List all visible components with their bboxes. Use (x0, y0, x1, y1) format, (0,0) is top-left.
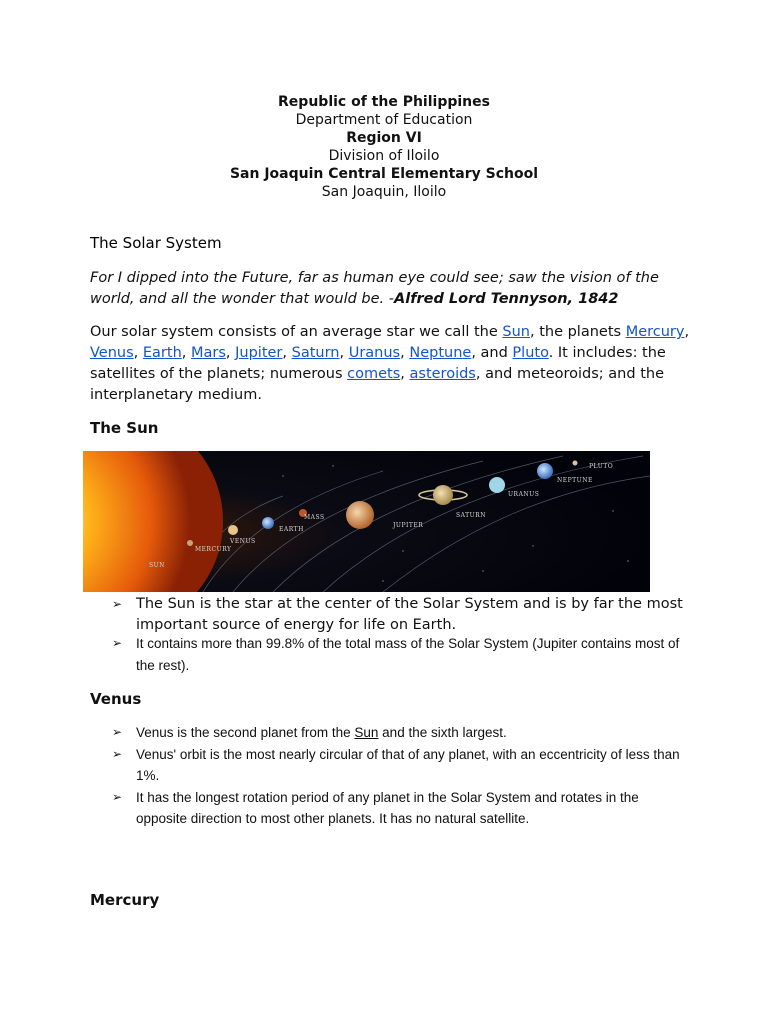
intro-text: , (684, 324, 690, 340)
saturn-label: SATURN (456, 512, 486, 519)
venus-heading: Venus (90, 690, 142, 708)
neptune-link[interactable]: Neptune (409, 345, 472, 361)
earth-icon (262, 517, 274, 529)
bullet-text: The Sun is the star at the center of the Solar System and is by far the most important source of energy for life on Earth. (136, 596, 683, 633)
header-division: Division of Iloilo (328, 148, 440, 164)
jupiter-label: JUPITER (393, 522, 424, 529)
venus-link[interactable]: Venus (90, 345, 134, 361)
mercury-heading: Mercury (90, 891, 160, 909)
list-item (112, 722, 692, 744)
solar-system-illustration (83, 451, 650, 592)
jupiter-icon (346, 501, 374, 529)
uranus-icon (489, 477, 505, 493)
sun-link[interactable]: Sun (502, 324, 530, 340)
mercury-link[interactable]: Mercury (625, 324, 685, 340)
intro-text: , the planets (529, 324, 626, 340)
intro-text: Our solar system consists of an average star we call the (90, 324, 503, 340)
header-republic: Republic of the Philippines (278, 94, 490, 110)
neptune-icon (537, 463, 553, 479)
venus-icon (228, 525, 238, 535)
intro-text: , (400, 345, 410, 361)
list-item (112, 594, 692, 636)
asteroids-link[interactable]: asteroids (409, 366, 476, 382)
bullet-arrow-icon: ➢ (112, 789, 123, 804)
intro-text: , (400, 366, 410, 382)
intro-text: , (181, 345, 191, 361)
mars-link[interactable]: Mars (190, 345, 226, 361)
bullet-text: Venus' orbit is the most nearly circular of that of any planet, with an eccentricity of less than 1%. (136, 746, 680, 783)
bullet-arrow-icon: ➢ (112, 746, 123, 761)
mars-label: MASS (304, 514, 325, 521)
header-department: Department of Education (295, 112, 473, 128)
list-item (112, 744, 692, 787)
intro-text: , and meteoroids; and the interplanetary medium. (90, 366, 664, 403)
earth-link[interactable]: Earth (142, 345, 182, 361)
intro-text: , (133, 345, 143, 361)
bullet-text: and the sixth largest. (378, 725, 507, 740)
pluto-icon (573, 461, 578, 466)
intro-text: , and (471, 345, 513, 361)
jupiter-link[interactable]: Jupiter (235, 345, 283, 361)
sun-label: SUN (149, 562, 165, 569)
bullet-arrow-icon: ➢ (112, 725, 123, 739)
sun-bullets (112, 594, 692, 636)
letterhead (0, 93, 768, 201)
tennyson-quote (90, 268, 690, 310)
bullet-arrow-icon: ➢ (112, 636, 123, 650)
intro-text: , (225, 345, 236, 361)
earth-label: EARTH (279, 526, 304, 533)
sun-heading: The Sun (90, 419, 159, 437)
header-location: San Joaquin, Iloilo (321, 184, 447, 200)
quote-author: Alfred Lord Tennyson, 1842 (394, 291, 619, 307)
sun-bullets-2 (112, 633, 692, 676)
header-school: San Joaquin Central Elementary School (229, 166, 539, 182)
list-item (112, 633, 692, 676)
venus-bullets (112, 722, 692, 830)
intro-text: , (339, 345, 349, 361)
intro-text: , (282, 345, 292, 361)
list-item (112, 787, 692, 830)
saturn-icon (433, 485, 453, 505)
solar-system-intro (90, 322, 690, 406)
sun-reference[interactable]: Sun (354, 725, 379, 740)
intro-text: . It includes: the satellites of the planets; numerous (90, 345, 666, 382)
bullet-text: Venus is the second planet from the (136, 725, 355, 740)
sun-icon (83, 451, 223, 592)
neptune-label: NEPTUNE (557, 477, 593, 484)
bullet-arrow-icon: ➢ (112, 597, 123, 611)
saturn-link[interactable]: Saturn (291, 345, 340, 361)
quote-text: For I dipped into the Future, far as human eye could see; saw the vision of the world, and all the wonder that would be. - (90, 270, 659, 307)
uranus-label: URANUS (508, 491, 540, 498)
solar-system-image (83, 451, 650, 592)
bullet-text: It contains more than 99.8% of the total mass of the Solar System (Jupiter contains most of the rest). (136, 636, 680, 673)
header-region: Region VI (346, 130, 422, 146)
mercury-icon (187, 540, 193, 546)
solar-system-heading: The Solar System (90, 234, 222, 252)
mercury-label: MERCURY (195, 546, 232, 553)
venus-label: VENUS (230, 538, 256, 545)
comets-link[interactable]: comets (347, 366, 401, 382)
bullet-text: It has the longest rotation period of any planet in the Solar System and rotates in the opposite direction to most other planets. It has no natural satellite. (136, 789, 639, 826)
pluto-label: PLUTO (589, 463, 614, 470)
uranus-link[interactable]: Uranus (348, 345, 401, 361)
pluto-link[interactable]: Pluto (512, 345, 549, 361)
